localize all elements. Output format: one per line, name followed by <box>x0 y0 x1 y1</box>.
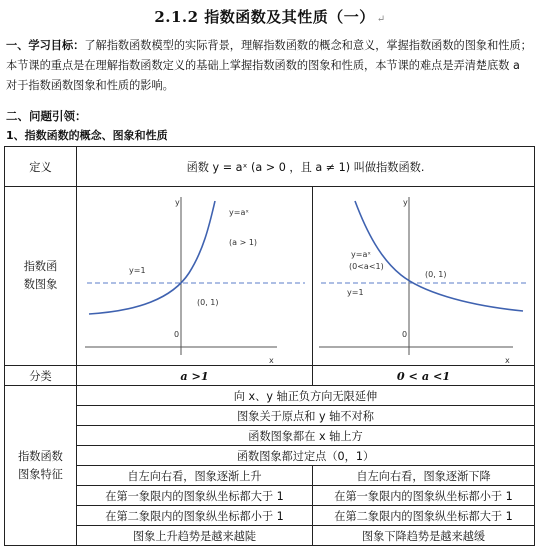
common-feature-4: 函数图象都过定点（0，1） <box>77 446 535 466</box>
common-feature-2: 图象关于原点和 y 轴不对称 <box>77 406 535 426</box>
exponential-curve-decay <box>355 201 523 311</box>
objectives-heading: 一、学习目标： <box>6 39 85 52</box>
exponential-function-table <box>4 146 535 546</box>
common-feature-1: 向 x、y 轴正负方向无限延伸 <box>77 386 535 406</box>
line-label: y=1 <box>347 288 364 297</box>
curve-label: y=aˣ <box>351 250 371 259</box>
definition-label-cell: 定义 <box>5 147 77 187</box>
objectives-paragraph <box>6 36 534 96</box>
x-axis-label: x <box>269 356 274 365</box>
left-feature-2: 在第一象限内的图象纵坐标都大于 1 <box>77 486 313 506</box>
graph-label-cell <box>5 187 77 366</box>
features-label: 指数函数图象特征 <box>18 449 63 481</box>
condition-label: (0<a<1) <box>349 262 384 271</box>
graph-left-cell <box>77 187 313 366</box>
graph-label: 指数函数图象 <box>23 260 58 291</box>
section-heading-questions: 二、问题引领： <box>6 109 87 123</box>
class-left-cell <box>77 366 313 386</box>
left-feature-1: 自左向右看，图象逐渐上升 <box>77 466 313 486</box>
left-feature-4: 图象上升趋势是越来越陡 <box>77 526 313 546</box>
definition-text-cell <box>77 147 535 187</box>
y-axis-label: y <box>175 198 180 207</box>
page-title: 2.1.2 指数函数及其性质（一） ↵ <box>154 8 386 26</box>
objectives-text: 了解指数函数模型的实际背景，理解指数函数的概念和意义，掌握指数函数的图象和性质；本节课的重点是在理解指数函数定义的基础上掌握指数函数的图象和性质，本节课的难点是弄清楚底数 a 对于指数函数图象和性质的影响。 <box>6 39 532 92</box>
class-right-cell <box>313 366 535 386</box>
graph-a-greater-than-1 <box>77 187 313 365</box>
definition-text: 函数 y = aˣ (a > 0 ，且 a ≠ 1) 叫做指数函数. <box>186 160 425 174</box>
class-label-cell: 分类 <box>5 366 77 386</box>
class-right-value: 0 < a <1 <box>396 368 451 383</box>
features-label-cell <box>5 386 77 546</box>
point-label: (0, 1) <box>425 270 447 279</box>
right-feature-3: 在第二象限内的图象纵坐标都大于 1 <box>313 506 535 526</box>
y-axis-label: y <box>403 198 408 207</box>
common-feature-3: 函数图象都在 x 轴上方 <box>77 426 535 446</box>
paragraph-mark-icon: ↵ <box>376 14 386 25</box>
right-feature-4: 图象下降趋势是越来越缓 <box>313 526 535 546</box>
curve-label: y=aˣ <box>229 208 249 217</box>
graph-right-cell <box>313 187 535 366</box>
condition-label: (a > 1) <box>229 238 258 247</box>
right-feature-2: 在第一象限内的图象纵坐标都小于 1 <box>313 486 535 506</box>
origin-label: 0 <box>174 330 180 339</box>
left-feature-3: 在第二象限内的图象纵坐标都小于 1 <box>77 506 313 526</box>
class-left-value: a >1 <box>180 368 209 383</box>
point-label: (0, 1) <box>197 298 219 307</box>
origin-label: 0 <box>402 330 408 339</box>
subsection-heading: 1、指数函数的概念、图象和性质 <box>6 129 168 142</box>
x-axis-label: x <box>505 356 510 365</box>
right-feature-1: 自左向右看，图象逐渐下降 <box>313 466 535 486</box>
graph-a-between-0-and-1 <box>313 187 535 365</box>
line-label: y=1 <box>129 266 146 275</box>
